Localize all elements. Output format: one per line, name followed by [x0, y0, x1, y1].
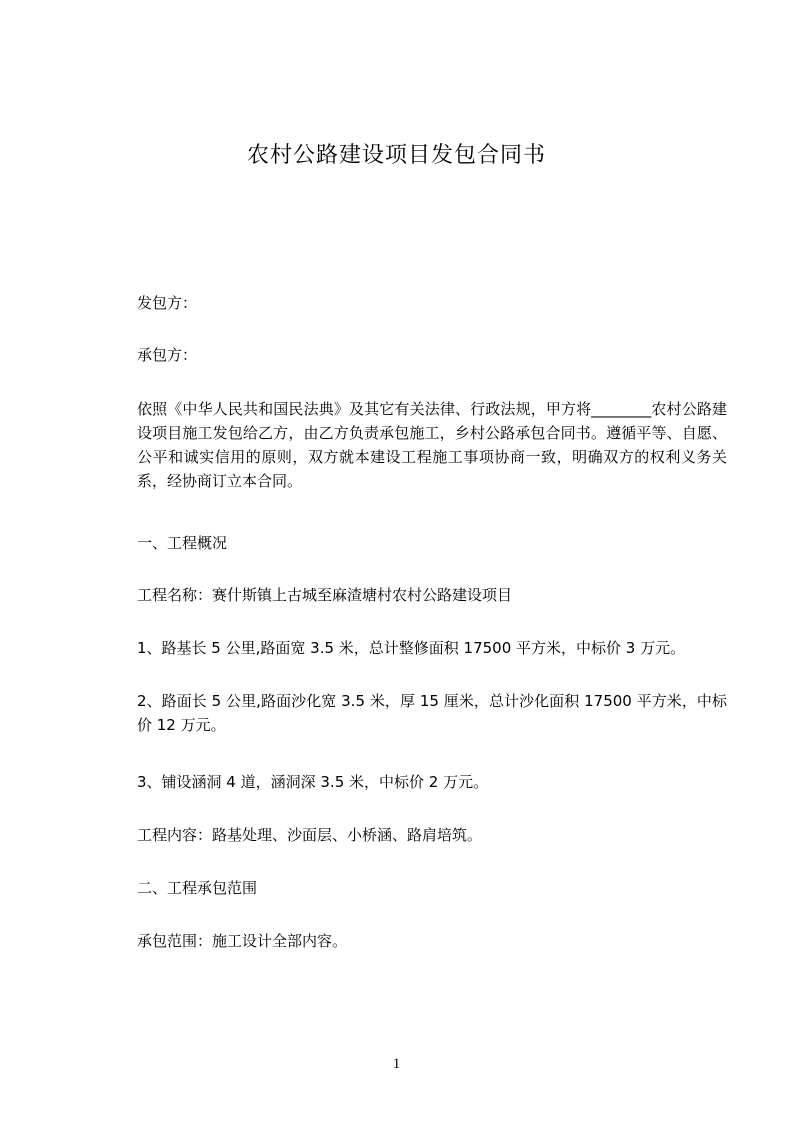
- page-number: 1: [392, 1056, 401, 1072]
- document-title: 农村公路建设项目发包合同书: [246, 143, 546, 168]
- contract-scope: 承包范围：施工设计全部内容。: [137, 932, 348, 950]
- work-content: 工程内容：路基处理、沙面层、小桥涵、路肩培筑。: [137, 826, 483, 844]
- project-item-3: 3、铺设涵洞 4 道，涵洞深 3.5 米，中标价 2 万元。: [137, 773, 489, 791]
- project-name: 工程名称：赛什斯镇上古城至麻渣塘村农村公路建设项目: [137, 586, 513, 604]
- section-heading-project-overview: 一、工程概况: [137, 534, 228, 552]
- employer-label: 发包方：: [137, 294, 198, 312]
- contractor-label: 承包方：: [137, 346, 198, 364]
- project-item-1: 1、路基长 5 公里,路面宽 3.5 米，总计整修面积 17500 平方米，中标价 3 万元。: [137, 639, 686, 657]
- preamble-paragraph: 依照《中华人民共和国民法典》及其它有关法律、行政法规，甲方将________农村公路建设项目施工发包给乙方，由乙方负责承包施工，乡村公路承包合同书。遵循平等、自愿、公平和诚实信用的原则，双方就本建设工程施工事项协商一致，明确双方的权利义务关系，经协商订立本合同。: [137, 400, 727, 490]
- section-heading-contract-scope: 二、工程承包范围: [137, 879, 258, 897]
- project-item-2: 2、路面长 5 公里,路面沙化宽 3.5 米，厚 15 厘米，总计沙化面积 17500 平方米，中标价 12 万元。: [137, 692, 727, 734]
